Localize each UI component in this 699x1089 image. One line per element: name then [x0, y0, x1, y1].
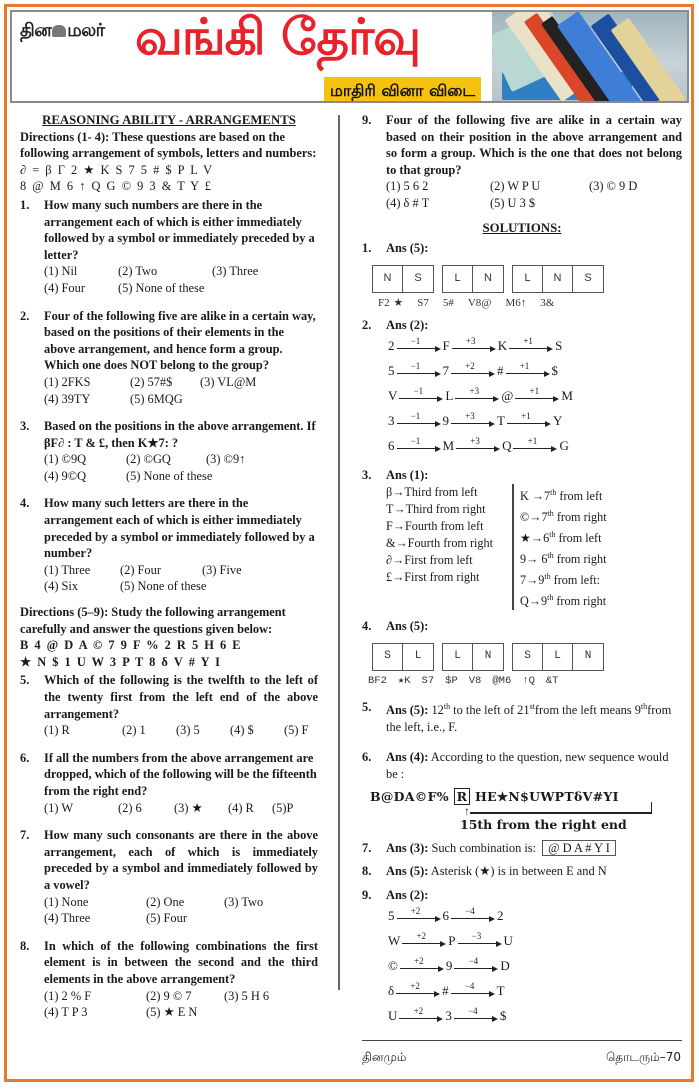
- arrangement-2-line-2: ★ N $ 1 U W 3 P T 8 δ V # Y I: [20, 654, 221, 669]
- option: (2) One: [146, 894, 185, 909]
- solution-6: 6. Ans (4): According to the question, new sequence would be :: [362, 750, 669, 781]
- option: (1) Three: [44, 562, 91, 577]
- question-8: 8. In which of the following combinations the first element is in between the second and the third elements in the above arrangement? (1) 2 % F (2) 9 © 7 (3) 5 H 6 (4) T P 3 (5) ★ E N: [20, 938, 318, 1020]
- books-image: [492, 12, 689, 103]
- arrow-right-icon: +2: [399, 1008, 443, 1024]
- arrow-right-icon: +2: [402, 933, 446, 949]
- option: (5)P: [272, 800, 294, 815]
- option: (1) R: [44, 723, 70, 738]
- solution-6-sequence: B@DA©F% R HE★N$UWPTδV#YI: [370, 788, 619, 804]
- option: (1) ©9Q: [44, 452, 87, 467]
- lamp-icon: [52, 25, 66, 37]
- questions-column-right: [362, 112, 682, 1029]
- solution-9-chains: [386, 904, 682, 1029]
- option: (3) © 9 D: [589, 179, 638, 194]
- arrangement-1-line-1: ∂ = β Γ 2 ★ K S 7 5 # $ P L V: [20, 162, 213, 177]
- option: (1) Nil: [44, 264, 78, 279]
- solution-5: 5. Ans (5): 12th to the left of 21stfrom the left means 9thfrom the left, i.e., F.: [362, 700, 672, 734]
- option: (4) 9©Q: [44, 468, 87, 483]
- arrow-right-icon: −4: [454, 958, 498, 974]
- arrow-right-icon: −4: [454, 1008, 498, 1024]
- question-6: 6. If all the numbers from the above arrangement are dropped, which of the following will be the fifteenth from the right end? (1) W (2) 6 (3) ★ (4) R (5)P: [20, 750, 317, 815]
- option: (5) F: [284, 723, 309, 738]
- option: (4) Four: [44, 280, 85, 295]
- option: (4) δ # T: [386, 195, 430, 210]
- chain-row: U +2 3 −4 $: [388, 1006, 507, 1023]
- arrow-right-icon: −1: [397, 338, 441, 354]
- option: (2) 9 © 7: [146, 988, 192, 1003]
- option: (3) Two: [224, 894, 264, 909]
- directions-1-4: Directions (1- 4): These questions are based on the following arrangement of symbols, letters and numbers:: [20, 129, 317, 161]
- option: (2) Two: [118, 264, 158, 279]
- newspaper-logo: தின மலர்: [20, 20, 105, 41]
- footer-rule: [362, 1040, 682, 1041]
- chain-row: 3 −1 9 +3 T +1 Y: [388, 411, 563, 429]
- option: (3) VL@M: [200, 374, 257, 389]
- question-7: 7. How many such consonants are there in the above arrangement, each of which is immediately preceded by a symbol and immediately followed by a vowel? (1) None (2) One (3) Two (4) Three (5) Four: [20, 828, 318, 926]
- arrow-up-icon: ↑: [464, 804, 470, 819]
- arrow-right-icon: −1: [397, 438, 441, 454]
- option: (5) ★ E N: [146, 1005, 198, 1020]
- arrow-right-icon: +2: [451, 363, 495, 379]
- solution-9: 9. Ans (2): 5 +2 6 −4 2 W +2 P −3 U © +2 9 −4 D δ +2 # −4 T U +2 3 −4 $: [362, 887, 682, 1029]
- option: (4) Three: [44, 911, 91, 926]
- solution-4-labels: BF2 ★K S7 $P V8 @M6 ↑Q &T: [368, 674, 559, 687]
- option: (2) 57#$: [130, 374, 173, 389]
- option: (2) Four: [120, 562, 161, 577]
- arrow-right-icon: −3: [458, 933, 502, 949]
- arrow-right-icon: −1: [397, 363, 441, 379]
- solution-6-bracket: [370, 805, 682, 817]
- option: (5) None of these: [120, 579, 207, 594]
- option: (3) 5 H 6: [224, 988, 270, 1003]
- option: (1) 5 6 2: [386, 179, 429, 194]
- page-title: வங்கி தேர்வு: [135, 10, 421, 66]
- option: (4) $: [230, 723, 254, 738]
- solution-4-boxes: S L L N S L N: [372, 643, 682, 671]
- option: (1) 2 % F: [44, 988, 92, 1003]
- option: (5) None of these: [126, 468, 213, 483]
- option: (5) Four: [146, 911, 187, 926]
- arrow-right-icon: −4: [451, 908, 495, 924]
- option: (4) 39TY: [44, 391, 91, 406]
- arrow-right-icon: +3: [456, 438, 500, 454]
- column-divider: [338, 115, 340, 990]
- option: (1) 2FKS: [44, 374, 91, 389]
- question-5: 5. Which of the following is the twelfth to the left of the twenty first from the left end of the above arrangement? (1) R (2) 1 (3) 5 (4) $ (5) F: [20, 673, 318, 738]
- option: (5) 6MQG: [130, 391, 183, 406]
- option: (3) ★: [174, 800, 203, 815]
- option: (3) Three: [212, 264, 259, 279]
- chain-row: © +2 9 −4 D: [388, 956, 510, 973]
- header-banner: [10, 10, 689, 103]
- arrow-right-icon: −1: [399, 388, 443, 404]
- option: (5) U 3 $: [490, 195, 536, 210]
- option: (4) R: [228, 800, 254, 815]
- solution-6-note: 15th from the right end: [460, 817, 627, 833]
- chain-row: 6 −1 M +3 Q +1 G: [388, 436, 569, 454]
- option: (1) W: [44, 800, 74, 815]
- question-1: 1. How many such numbers are there in the arrangement each of which is either immediately followed by a symbol or immediately preceded by a letter? (1) Nil (2) Two (3) Three (4) Four (5) None of these: [20, 197, 318, 297]
- solution-1-boxes: N S L N L N S: [372, 265, 682, 293]
- solution-3: 3. Ans (1): β→Third from left T→Third from right F→Fourth from left &→Fourth from right ∂→First from left £→First from right K →7th from left ©→7th from right ★→6th from left 9→ 6th from right 7→9th from left: Q→9th from right: [362, 467, 682, 610]
- solution-4: 4. Ans (5):: [362, 618, 429, 633]
- questions-column-left: [20, 112, 318, 1021]
- arrow-right-icon: +1: [506, 363, 550, 379]
- arrow-right-icon: +3: [452, 338, 496, 354]
- page-subtitle: மாதிரி வினா விடை: [324, 77, 481, 103]
- arrangement-2-line-1: B 4 @ D A © 7 9 F % 2 R 5 H 6 E: [20, 638, 242, 653]
- solution-7: 7. Ans (3): Such combination is: @ D A # Y I: [362, 840, 682, 857]
- chain-row: δ +2 # −4 T: [388, 981, 505, 998]
- question-4: 4. How many such letters are there in the arrangement each of which is either immediately preceded by a symbol or immediately followed by a number? (1) Three (2) Four (3) Five (4) Six (5) None of these: [20, 495, 318, 595]
- position-table: β→Third from left T→Third from right F→Fourth from left &→Fourth from right ∂→First from left £→First from right K →7th from left ©→7th from right ★→6th from left 9→ 6th from right 7→9th from left: Q→9th from right: [386, 484, 607, 608]
- arrangement-1-line-2: 8 @ M 6 ↑ Q G © 9 3 & T Y £: [20, 179, 212, 194]
- solution-8: 8. Ans (5): Asterisk (★) is in between E and N: [362, 864, 607, 879]
- arrow-right-icon: +2: [400, 958, 444, 974]
- arrow-right-icon: +1: [509, 338, 553, 354]
- arrow-right-icon: −4: [451, 983, 495, 999]
- option: (2) ©GQ: [126, 452, 171, 467]
- option: (3) Five: [202, 562, 242, 577]
- question-9: 9. Four of the following five are alike in a certain way based on their position in the above arrangement and so form a group. Which is the one that does not belong to that group? (1) 5 6 2 (2) W P U (3) © 9 D (4) δ # T (5) U 3 $: [362, 113, 682, 210]
- arrow-right-icon: +2: [396, 983, 440, 999]
- chain-row: 5 +2 6 −4 2: [388, 906, 504, 923]
- option: (2) W P U: [490, 179, 541, 194]
- option: (5) None of these: [118, 280, 205, 295]
- section-title: REASONING ABILITY - ARRANGEMENTS: [42, 113, 296, 127]
- chain-row: W +2 P −3 U: [388, 931, 513, 948]
- arrow-right-icon: +1: [507, 413, 551, 429]
- solution-2-chains: [386, 334, 682, 459]
- option: (1) None: [44, 894, 89, 909]
- chain-row: 2 −1 F +3 K +1 S: [388, 336, 563, 354]
- solution-2: 2. Ans (2): 2 −1 F +3 K +1 S 5 −1 7 +2 # +1 $ V −1 L +3 @ +1 M 3 −1 9 +3 T +1 Y 6 −1 M +3 Q +1 G: [362, 317, 682, 459]
- chain-row: V −1 L +3 @ +1 M: [388, 386, 573, 404]
- footer-page-number: தொடரும்–70: [605, 1050, 681, 1064]
- option: (2) 1: [122, 723, 146, 738]
- arrow-right-icon: −1: [397, 413, 441, 429]
- arrow-right-icon: +1: [515, 388, 559, 404]
- solution-1-labels: F2 ★ S7 5# V8@ M6↑ 3&: [378, 296, 555, 309]
- question-3: 3. Based on the positions in the above arrangement. If βF∂ : T & £, then K★7: ? (1) ©9Q (2) ©GQ (3) ©9↑ (4) 9©Q (5) None of these: [20, 418, 318, 484]
- option: (2) 6: [118, 800, 142, 815]
- chain-row: 5 −1 7 +2 # +1 $: [388, 361, 558, 379]
- option: (3) ©9↑: [206, 452, 246, 467]
- question-2: 2. Four of the following five are alike in a certain way, based on the positions of their elements in the above arrangement, and hence form a group. Which one does NOT belong to the group? (1) 2FKS (2) 57#$ (3) VL@M (4) 39TY (5) 6MQG: [20, 308, 318, 408]
- option: (4) T P 3: [44, 1005, 88, 1020]
- arrow-right-icon: +2: [397, 908, 441, 924]
- directions-5-9: Directions (5–9): Study the following arrangement carefully and answer the questions given below:: [20, 605, 286, 636]
- solution-1: 1. Ans (5):: [362, 241, 429, 256]
- arrow-right-icon: +3: [451, 413, 495, 429]
- footer-left: தினமும்: [362, 1050, 407, 1064]
- option: (3) 5: [176, 723, 200, 738]
- option: (4) Six: [44, 579, 79, 594]
- arrow-right-icon: +1: [513, 438, 557, 454]
- solutions-title: SOLUTIONS:: [482, 220, 562, 235]
- arrow-right-icon: +3: [455, 388, 499, 404]
